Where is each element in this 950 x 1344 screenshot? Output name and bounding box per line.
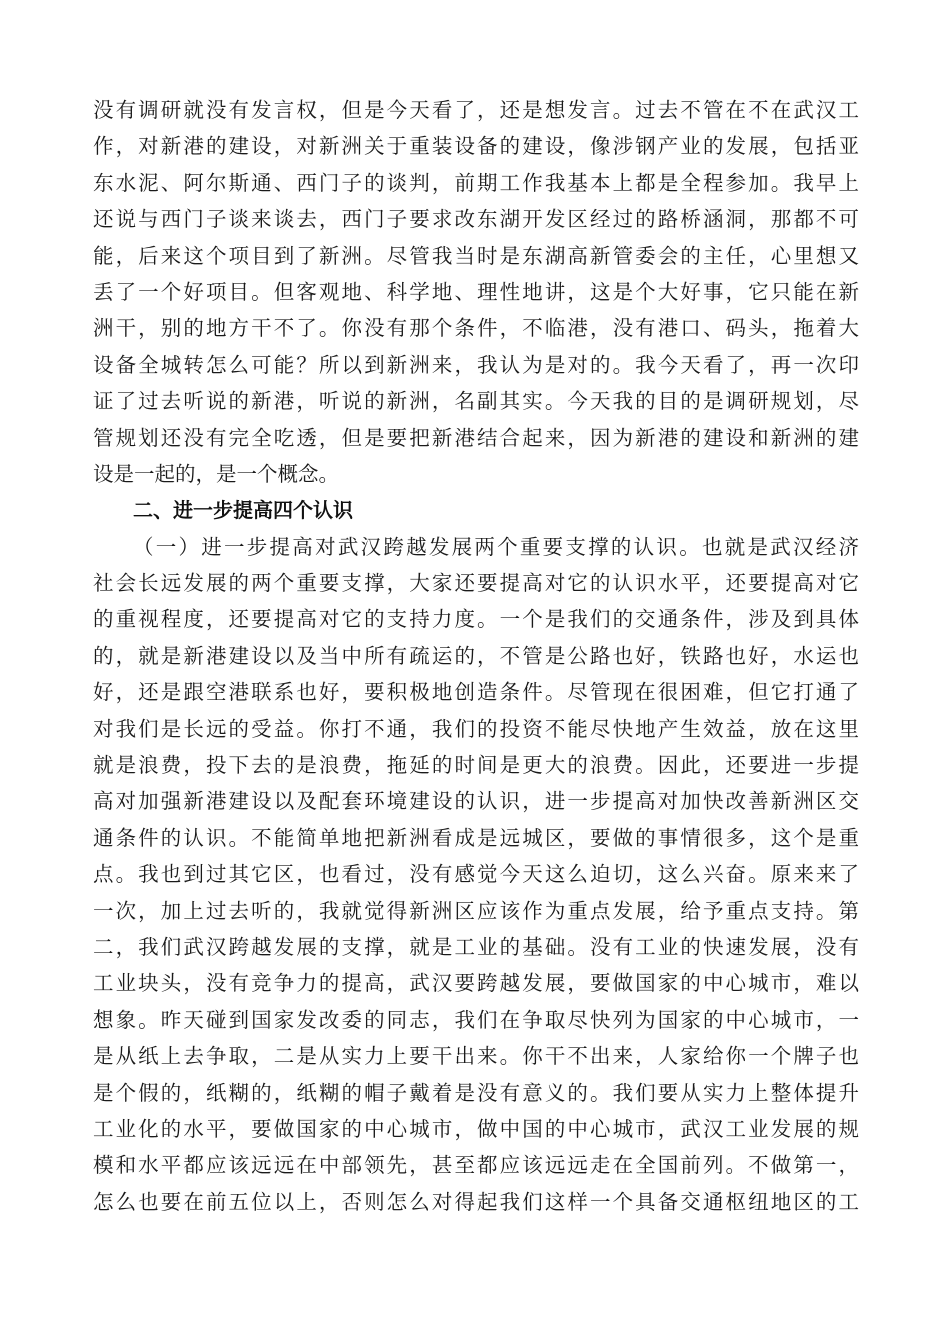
text-line: 想象。昨天碰到国家发改委的同志，我们在争取尽快列为国家的中心城市，一 [93, 1007, 859, 1032]
text-line: 管规划还没有完全吃透，但是要把新港结合起来，因为新港的建设和新洲的建 [93, 425, 859, 450]
document-page [93, 92, 859, 1220]
text-line: （一）进一步提高对武汉跨越发展两个重要支撑的认识。也就是武汉经济 [133, 534, 859, 559]
text-line: 高对加强新港建设以及配套环境建设的认识，进一步提高对加快改善新洲区交 [93, 789, 859, 814]
text-line: 证了过去听说的新港，听说的新洲，名副其实。今天我的目的是调研规划，尽 [93, 389, 859, 414]
text-line: 能，后来这个项目到了新洲。尽管我当时是东湖高新管委会的主任，心里想又 [93, 243, 859, 268]
text-line: 点。我也到过其它区，也看过，没有感觉今天这么迫切，这么兴奋。原来来了 [93, 862, 859, 887]
text-line: 没有调研就没有发言权，但是今天看了，还是想发言。过去不管在不在武汉工 [93, 98, 859, 122]
text-line: 好，还是跟空港联系也好，要积极地创造条件。尽管现在很困难，但它打通了 [93, 680, 859, 705]
text-line: 怎么也要在前五位以上，否则怎么对得起我们这样一个具备交通枢纽地区的工 [93, 1189, 859, 1214]
paragraph-recognition-1 [93, 529, 859, 1220]
text-line: 的重视程度，还要提高对它的支持力度。一个是我们的交通条件，涉及到具体 [93, 607, 859, 632]
text-line: 东水泥、阿尔斯通、西门子的谈判，前期工作我基本上都是全程参加。我早上 [93, 170, 859, 195]
text-line: 社会长远发展的两个重要支撑，大家还要提高对它的认识水平，还要提高对它 [93, 571, 859, 596]
text-line: 设备全城转怎么可能？所以到新洲来，我认为是对的。我今天看了，再一次印 [93, 352, 859, 377]
text-line: 二，我们武汉跨越发展的支撑，就是工业的基础。没有工业的快速发展，没有 [93, 934, 859, 959]
text-line: 对我们是长远的受益。你打不通，我们的投资不能尽快地产生效益，放在这里 [93, 716, 859, 741]
text-line: 丢了一个好项目。但客观地、科学地、理性地讲，这是个大好事，它只能在新 [93, 279, 859, 304]
text-line: 作，对新港的建设，对新洲关于重装设备的建设，像涉钢产业的发展，包括亚 [93, 134, 859, 159]
text-line: 设是一起的，是一个概念。 [93, 461, 339, 486]
text-line: 工业化的水平，要做国家的中心城市，做中国的中心城市，武汉工业发展的规 [93, 1116, 859, 1141]
text-line: 一次，加上过去听的，我就觉得新洲区应该作为重点发展，给予重点支持。第 [93, 898, 859, 923]
text-line: 通条件的认识。不能简单地把新洲看成是远城区，要做的事情很多，这个是重 [93, 825, 859, 850]
section-heading: 二、进一步提高四个认识 [133, 498, 353, 523]
text-line: 洲干，别的地方干不了。你没有那个条件，不临港，没有港口、码头，拖着大 [93, 316, 859, 341]
text-line: 就是浪费，投下去的是浪费，拖延的时间是更大的浪费。因此，还要进一步提 [93, 753, 859, 778]
text-line: 模和水平都应该远远在中部领先，甚至都应该远远走在全国前列。不做第一， [93, 1153, 859, 1178]
text-line: 还说与西门子谈来谈去，西门子要求改东湖开发区经过的路桥涵洞，那都不可 [93, 207, 859, 232]
text-line: 是从纸上去争取，二是从实力上要干出来。你干不出来，人家给你一个牌子也 [93, 1044, 859, 1069]
text-line: 的，就是新港建设以及当中所有疏运的，不管是公路也好，铁路也好，水运也 [93, 643, 859, 668]
text-line: 工业块头，没有竞争力的提高，武汉要跨越发展，要做国家的中心城市，难以 [93, 971, 859, 996]
paragraph-intro [93, 92, 859, 492]
text-line: 是个假的，纸糊的，纸糊的帽子戴着是没有意义的。我们要从实力上整体提升 [93, 1080, 859, 1105]
